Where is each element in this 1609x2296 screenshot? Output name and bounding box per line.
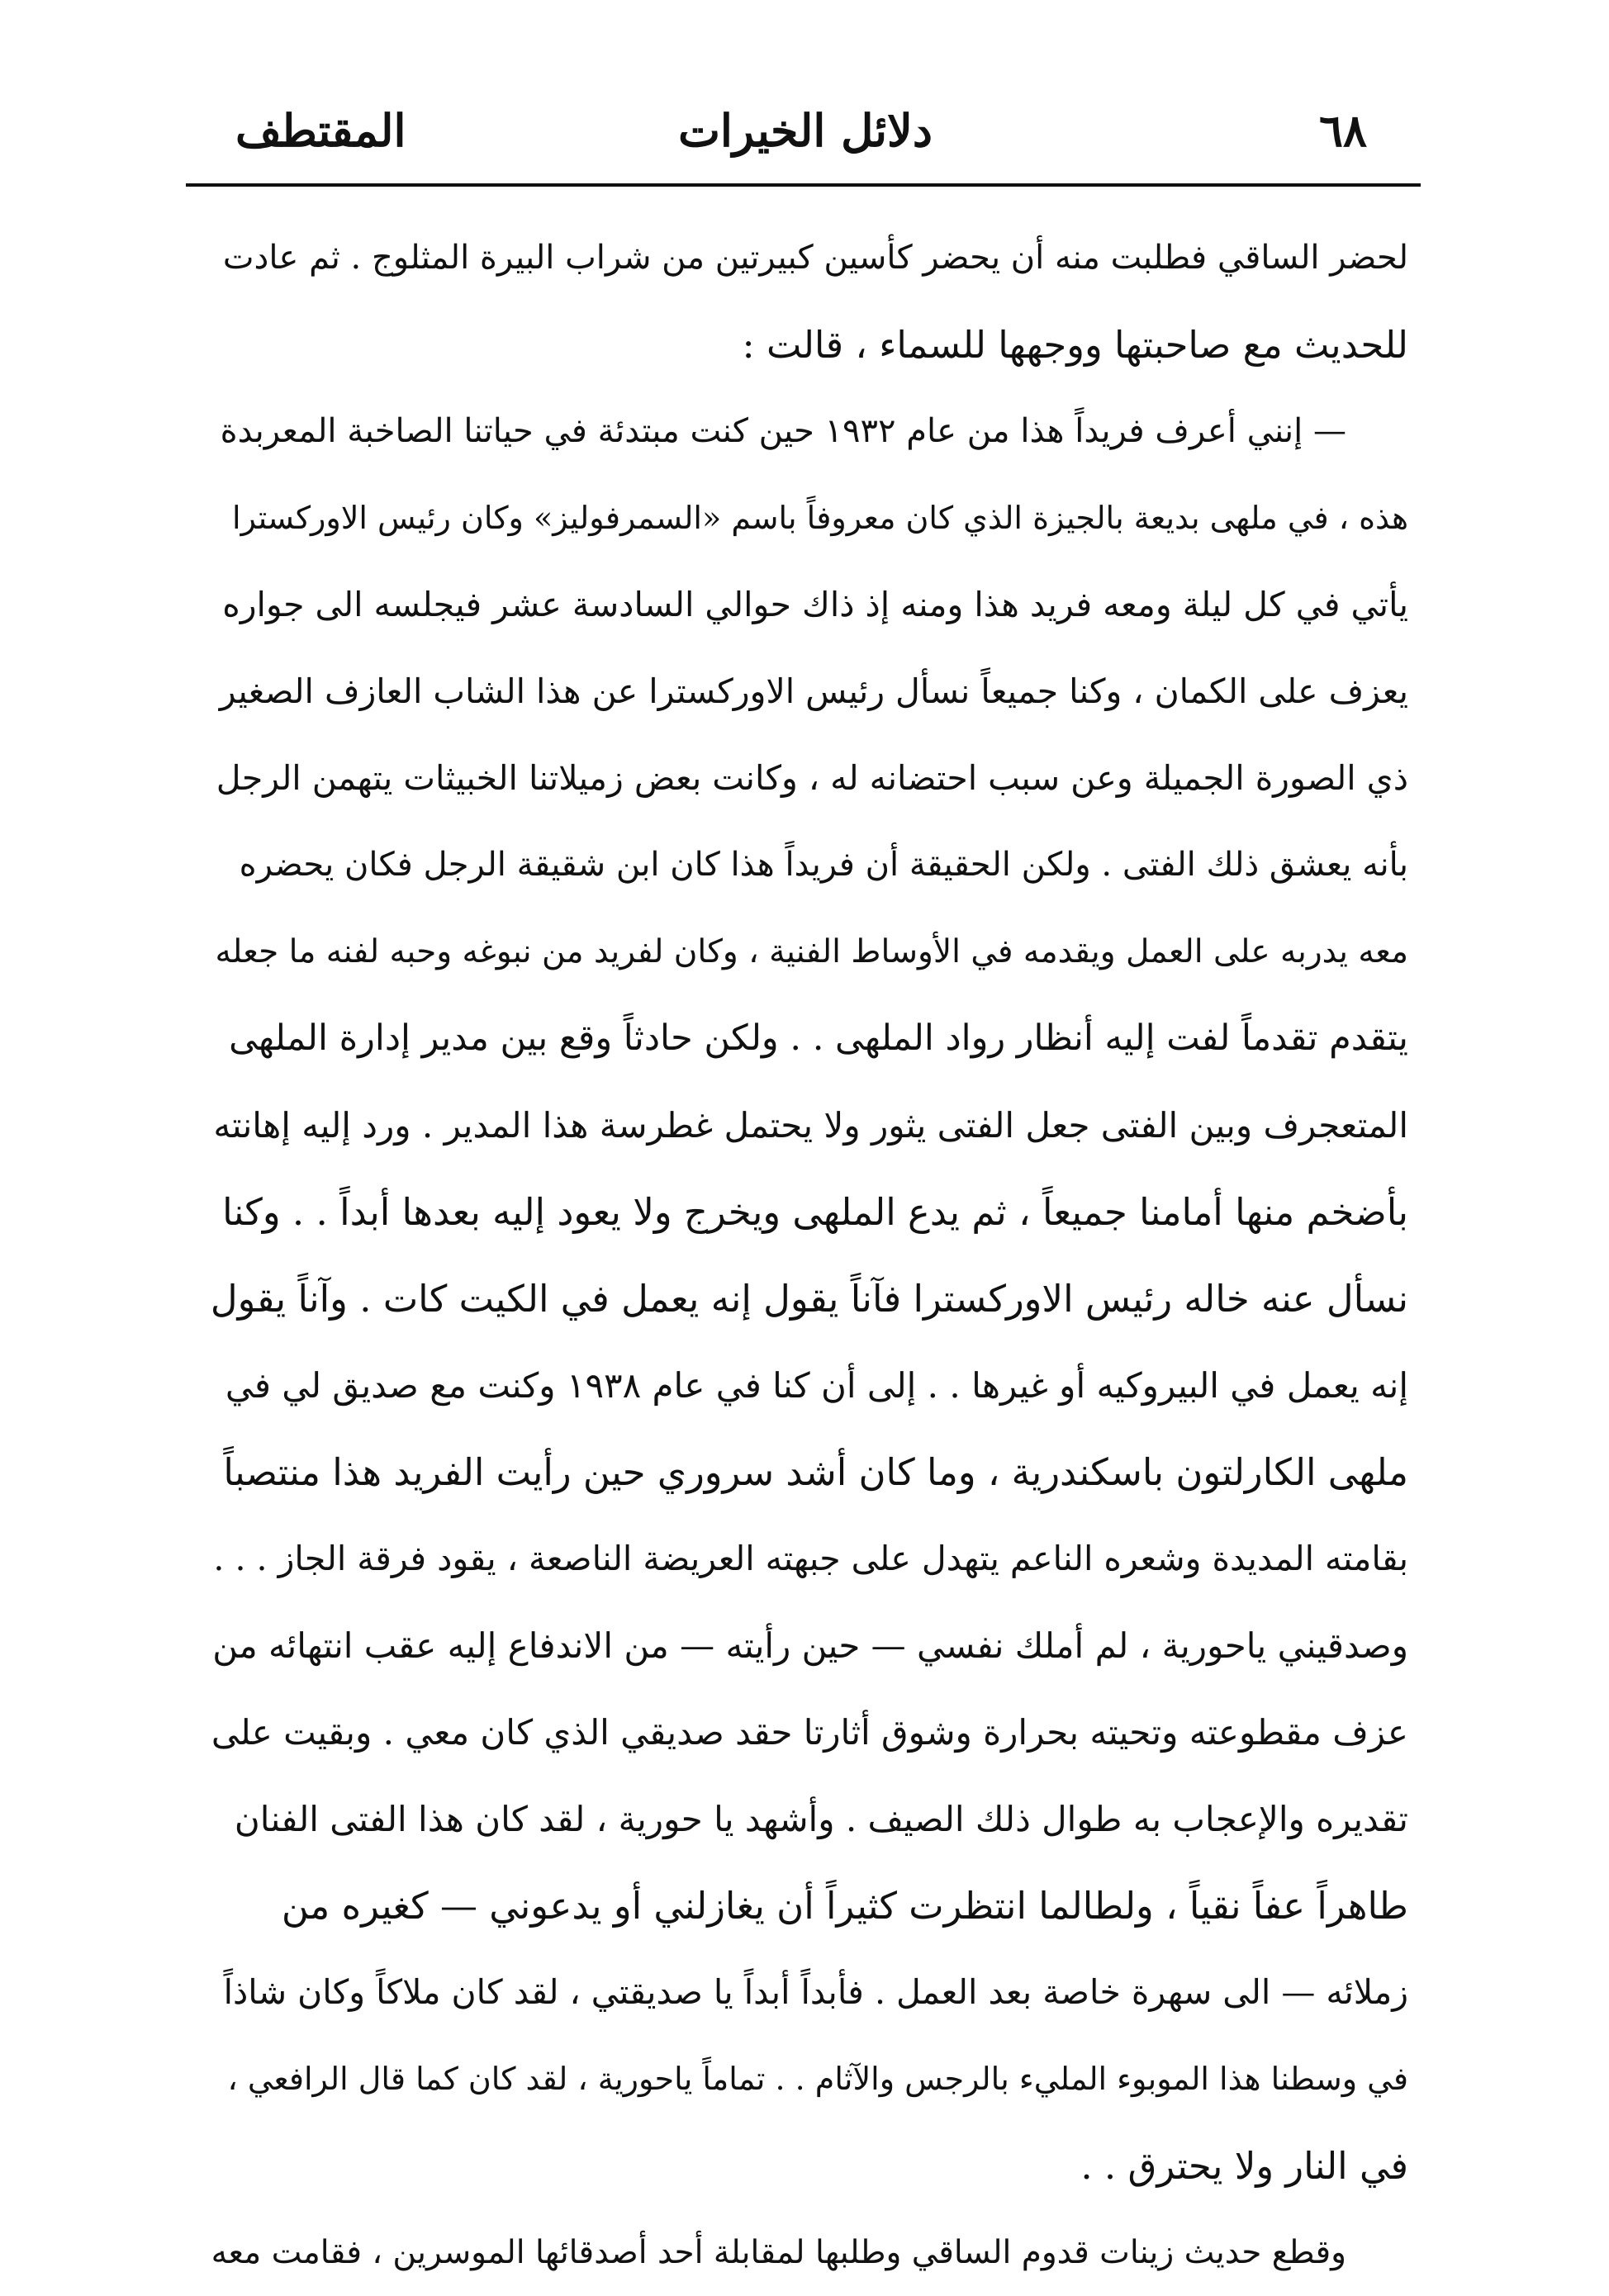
text-line: بقامته المديدة وشعره الناعم يتهدل على جبهته العريضة الناصعة ، يقود فرقة الجاز . . .	[213, 1539, 1408, 1578]
text-line: زملائه — الى سهرة خاصة بعد العمل . فأبداً أبداً يا صديقتي ، لقد كان ملاكاً وكان شاذاً	[223, 1972, 1408, 2012]
chapter-title: دلائل الخيرات	[678, 104, 933, 157]
text-line: تقديره والإعجاب به طوال ذلك الصيف . وأشهد يا حورية ، لقد كان هذا الفتى الفنان	[234, 1799, 1408, 1839]
text-line: في النار ولا يحترق . .	[1080, 2144, 1408, 2188]
page-number: ٦٨	[1318, 104, 1367, 157]
text-line: يأتي في كل ليلة ومعه فريد هذا ومنه إذ ذاك حوالي السادسة عشر فيجلسه الى جواره	[222, 585, 1408, 624]
text-line: ذي الصورة الجميلة وعن سبب احتضانه له ، وكانت بعض زميلاتنا الخبيثات يتهمن الرجل	[216, 758, 1408, 798]
text-line: — إنني أعرف فريداً هذا من عام ١٩٣٢ حين كنت مبتدئة في حياتنا الصاخبة المعربدة	[220, 412, 1346, 450]
text-line: إنه يعمل في البيروكيه أو غيرها . . إلى أن كنا في عام ١٩٣٨ وكنت مع صديق لي في	[225, 1365, 1408, 1406]
page-body	[211, 215, 1408, 2296]
page-header	[219, 97, 1392, 164]
text-line: هذه ، في ملهى بديعة بالجيزة الذي كان معروفاً باسم «السمرفوليز» وكان رئيس الاوركسترا	[232, 500, 1408, 536]
text-line: في وسطنا هذا الموبوء المليء بالرجس والآثام . . تماماً ياحورية ، لقد كان كما قال الرافعي ،	[227, 2061, 1408, 2097]
text-line: المتعجرف وبين الفتى جعل الفتى يثور ولا يحتمل غطرسة هذا المدير . ورد إليه إهانته	[213, 1105, 1408, 1146]
text-line: وصدقيني ياحورية ، لم أملك نفسي — حين رأيته — من الاندفاع إليه عقب انتهائه من	[212, 1625, 1408, 1666]
text-line: بأضخم منها أمامنا جميعاً ، ثم يدع الملهى ويخرج ولا يعود إليه بعدها أبداً . . وكنا	[222, 1190, 1408, 1234]
text-line: يتقدم تقدماً لفت إليه أنظار رواد الملهى . . ولكن حادثاً وقع بين مدير إدارة الملهى	[229, 1018, 1408, 1059]
text-line: معه يدربه على العمل ويقدمه في الأوساط الفنية ، وكان لفريد من نبوغه وحبه لفنه ما جعله	[215, 933, 1408, 970]
text-line: لحضر الساقي فطلبت منه أن يحضر كأسين كبيرتين من شراب البيرة المثلوج . ثم عادت	[222, 239, 1408, 277]
text-line: عزف مقطوعته وتحيته بحرارة وشوق أثارتا حقد صديقي الذي كان معي . وبقيت على	[211, 1712, 1408, 1753]
text-line: بأنه يعشق ذلك الفتى . ولكن الحقيقة أن فريداً هذا كان ابن شقيقة الرجل فكان يحضره	[239, 846, 1408, 884]
text-line: نسأل عنه خاله رئيس الاوركسترا فآناً يقول إنه يعمل في الكيت كات . وآناً يقول	[210, 1277, 1408, 1321]
text-line: وقطع حديث زينات قدوم الساقي وطلبها لمقابلة أحد أصدقائها الموسرين ، فقامت معه	[211, 2234, 1346, 2271]
text-line: طاهراً عفاً نقياً ، ولطالما انتظرت كثيراً أن يغازلني أو يدعوني — كغيره من	[281, 1884, 1408, 1928]
text-line: للحديث مع صاحبتها ووجهها للسماء ، قالت :	[742, 323, 1408, 367]
journal-name: المقتطف	[235, 104, 406, 157]
text-line: ملهى الكارلتون باسكندرية ، وما كان أشد سروري حين رأيت الفريد هذا منتصباً	[223, 1450, 1408, 1494]
header-rule	[186, 183, 1421, 187]
text-line: يعزف على الكمان ، وكنا جميعاً نسأل رئيس الاوركسترا عن هذا الشاب العازف الصغير	[219, 671, 1408, 711]
